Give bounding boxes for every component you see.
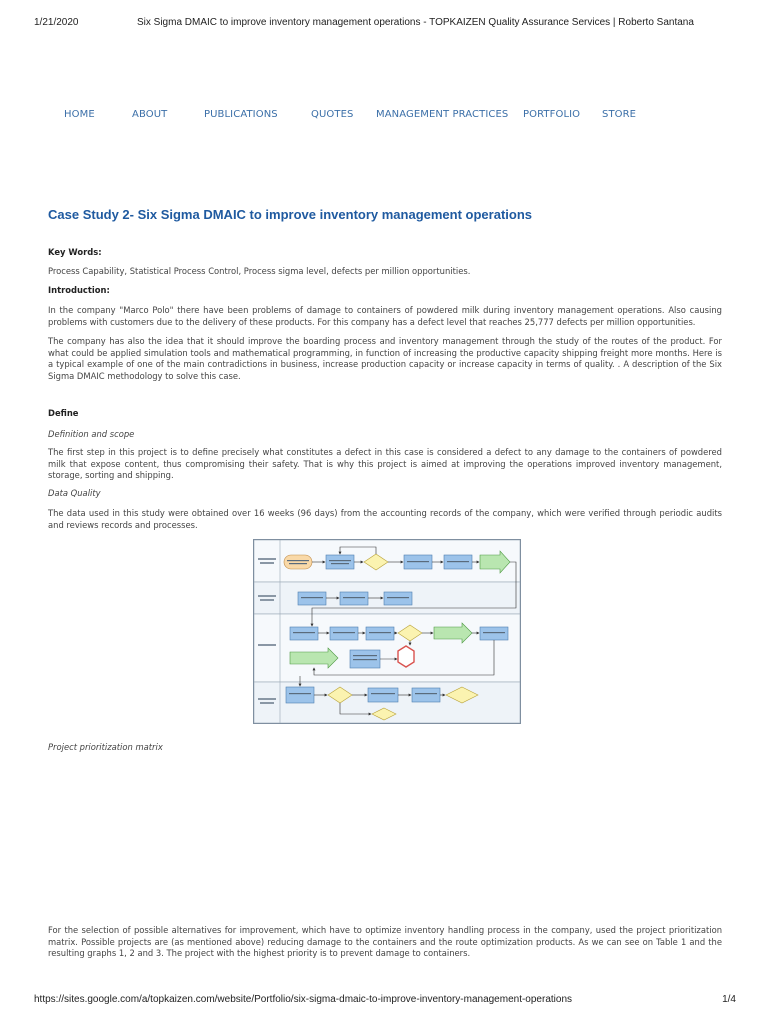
nav-about[interactable]: ABOUT [132,109,168,120]
page-title: Case Study 2- Six Sigma DMAIC to improve inventory management operations [48,207,532,222]
keywords-heading: Key Words: [48,247,102,257]
nav-store[interactable]: STORE [602,109,637,120]
nav-home[interactable]: HOME [64,109,95,120]
data-quality-paragraph: The data used in this study were obtained over 16 weeks (96 days) from the accounting records of the company, which were verified through periodic audits and reviews records and processes. [48,508,722,530]
intro-paragraph-1: In the company "Marco Polo" there have been problems of damage to containers of powdered milk during inventory management operations. Also causing problems with customers due to the delivery of these products. For this company has a defect level that reaches 25,777 defects per million opportunities. [48,305,722,327]
definition-subheading: Definition and scope [48,429,135,439]
print-url[interactable]: https://sites.google.com/a/topkaizen.com/website/Portfolio/six-sigma-dmaic-to-improve-inventory-management-operations [34,994,573,1005]
site-nav [0,109,768,123]
prioritization-matrix-subheading: Project prioritization matrix [48,742,163,752]
intro-heading: Introduction: [48,285,110,295]
intro-paragraph-2: The company has also the idea that it should improve the boarding process and inventory management through the study of the routes of the product. For what could be applied simulation tools and mathematical programming, in function of increasing the productive capacity shipping freight more months. Here is a typical example of one of the main contradictions in business, increase production capacity or increase capacity in terms of quality. . A description of the Six Sigma DMAIC methodology to solve this case. [48,336,722,381]
print-doc-title: Six Sigma DMAIC to improve inventory management operations - TOPKAIZEN Quality Assurance Services | Roberto Santana [137,17,694,28]
keywords-text: Process Capability, Statistical Process Control, Process sigma level, defects per million opportunities. [48,266,471,276]
nav-publications[interactable]: PUBLICATIONS [204,109,278,120]
nav-management-practices[interactable]: MANAGEMENT PRACTICES [376,109,509,120]
process-flow-diagram [253,539,521,724]
definition-paragraph: The first step in this project is to define precisely what constitutes a defect in this case is considered a defect to any damage to the containers of powdered milk that expose content, thus compromising their safety. That is why this project is aimed at improving the operations improved inventory management, storage, sorting and shipping. [48,447,722,481]
print-date: 1/21/2020 [34,17,79,28]
print-page-number: 1/4 [722,994,736,1005]
nav-quotes[interactable]: QUOTES [311,109,354,120]
define-heading: Define [48,408,79,418]
selection-paragraph: For the selection of possible alternatives for improvement, which have to optimize inventory handling process in the company, used the project prioritization matrix. Possible projects are (as mentioned above) reducing damage to the containers and the route optimization products. As we can see on Table 1 and the resulting graphs 1, 2 and 3. The project with the highest priority is to prevent damage to containers. [48,925,722,959]
process-flow-svg [254,540,520,723]
nav-portfolio[interactable]: PORTFOLIO [523,109,581,120]
data-quality-subheading: Data Quality [48,488,101,498]
